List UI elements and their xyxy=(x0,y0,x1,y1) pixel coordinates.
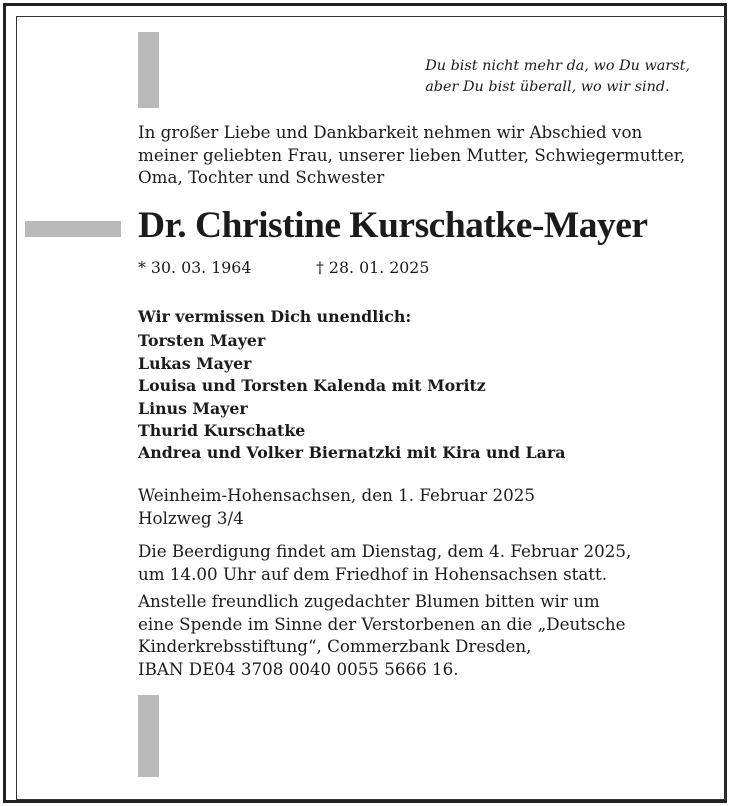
funeral-line-1: Die Beerdigung findet am Dienstag, dem 4. Februar 2025, xyxy=(138,541,632,561)
decorative-bar-bottom xyxy=(138,695,159,777)
motto-quote xyxy=(425,56,690,98)
birth-date: * 30. 03. 1964 xyxy=(138,258,252,277)
intro-line-2: meiner geliebten Frau, unserer lieben Mutter, Schwiegermutter, xyxy=(138,144,686,165)
mourner-name: Linus Mayer xyxy=(138,398,248,418)
motto-line-2: aber Du bist überall, wo wir sind. xyxy=(425,79,670,95)
intro-line-1: In großer Liebe und Dankbarkeit nehmen wir Abschied von xyxy=(138,122,643,142)
intro-paragraph xyxy=(138,121,698,189)
death-date: † 28. 01. 2025 xyxy=(316,258,430,277)
place-line-1: Weinheim-Hohensachsen, den 1. Februar 2025 xyxy=(138,485,536,505)
life-dates xyxy=(138,257,429,279)
decorative-bar-middle xyxy=(25,221,121,237)
funeral-line-2: um 14.00 Uhr auf dem Friedhof in Hohensachsen statt. xyxy=(138,563,608,584)
intro-line-3: Oma, Tochter und Schwester xyxy=(138,167,385,187)
funeral-info xyxy=(138,540,698,585)
mourner-name: Thurid Kurschatke xyxy=(138,421,306,441)
donation-line-4: IBAN DE04 3708 0040 0055 5666 16. xyxy=(138,658,459,679)
mourner-name: Andrea und Volker Biernatzki mit Kira und Lara xyxy=(138,443,566,463)
mourner-name: Lukas Mayer xyxy=(138,353,252,373)
decorative-bar-top xyxy=(138,32,159,108)
mourner-name: Louisa und Torsten Kalenda mit Moritz xyxy=(138,376,486,396)
donation-line-2: eine Spende im Sinne der Verstorbenen an die „Deutsche xyxy=(138,613,626,634)
mourner-name: Torsten Mayer xyxy=(138,331,266,351)
deceased-name: Dr. Christine Kurschatke-Mayer xyxy=(138,205,648,246)
place-and-date xyxy=(138,484,698,529)
donation-info xyxy=(138,590,698,680)
place-line-2: Holzweg 3/4 xyxy=(138,507,244,528)
mourners-heading: Wir vermissen Dich unendlich: xyxy=(138,307,412,326)
mourners-list xyxy=(138,306,565,465)
donation-line-1: Anstelle freundlich zugedachter Blumen bitten wir um xyxy=(138,591,600,611)
donation-line-3: Kinderkrebsstiftung“, Commerzbank Dresden, xyxy=(138,636,532,656)
motto-line-1: Du bist nicht mehr da, wo Du warst, xyxy=(425,58,690,74)
